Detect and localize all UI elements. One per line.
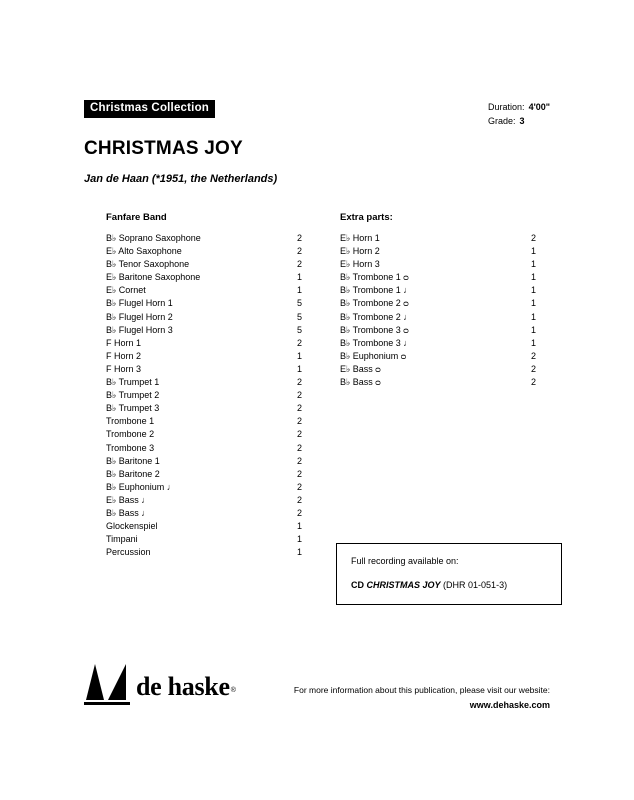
instrument-name: B♭ Trombone 1 ᴑ [340,272,409,283]
instrument-row [106,389,302,402]
instrument-quantity: 1 [530,259,536,270]
instrument-row [340,297,536,310]
instrument-quantity: 2 [296,390,302,401]
footer-note [294,684,550,712]
instrument-row [106,297,302,310]
instrument-quantity: 5 [296,324,302,335]
instrument-name: B♭ Soprano Saxophone [106,233,201,243]
instrument-name: B♭ Baritone 1 [106,455,160,466]
instrument-name: B♭ Baritone 2 [106,468,160,479]
instrument-quantity: 2 [296,246,302,257]
instrument-row [106,507,302,520]
instrument-name: B♭ Bass ♩ [106,507,151,518]
instrument-name: B♭ Trombone 3 ♩ [340,337,413,348]
instrument-name: Glockenspiel [106,521,158,532]
recording-catalog: (DHR 01-051-3) [443,580,508,590]
instrument-row [340,271,536,284]
grade-value: 3 [519,115,525,126]
instrument-quantity: 2 [296,468,302,479]
instrument-name: E♭ Horn 2 [340,246,380,257]
instrument-quantity: 1 [530,311,536,322]
instrument-row [106,376,302,389]
instrument-row [106,271,302,284]
instrument-quantity: 2 [296,403,302,414]
instrument-quantity: 2 [296,429,302,440]
instrument-name: E♭ Baritone Saxophone [106,272,201,283]
instrument-quantity: 2 [296,494,302,505]
instrument-quantity: 1 [530,272,536,283]
recording-format: CD [351,580,364,590]
duration-label: Duration: [488,102,525,112]
instrument-name: B♭ Flugel Horn 1 [106,298,173,309]
instrument-quantity: 2 [296,442,302,453]
duration-line [488,101,550,115]
instrument-row [106,494,302,507]
grade-line [488,115,550,129]
score-meta [488,101,550,128]
instrument-quantity: 2 [296,337,302,348]
instrument-name: B♭ Trombone 2 ᴑ [340,298,409,309]
instrument-quantity: 1 [296,272,302,283]
instrument-quantity: 1 [530,298,536,309]
instrument-row [340,245,536,258]
instrument-quantity: 2 [296,259,302,270]
instrument-quantity: 5 [296,298,302,309]
instrument-name: B♭ Trumpet 1 [106,377,160,388]
instrument-quantity: 1 [296,350,302,361]
de-haske-logo [84,660,235,706]
instrument-row [106,468,302,481]
instrument-row [106,428,302,441]
instrument-quantity: 1 [296,363,302,374]
collection-badge: Christmas Collection [84,100,215,118]
instrument-row [106,363,302,376]
instrument-row [106,442,302,455]
instrument-name: B♭ Bass ᴑ [340,377,381,388]
instrument-quantity: 1 [530,246,536,257]
header [84,100,550,128]
instrument-name: B♭ Trombone 2 ♩ [340,311,413,322]
instrument-row [340,232,536,245]
page-title: CHRISTMAS JOY [84,138,243,159]
extra-parts-list [340,232,536,389]
instrument-name: B♭ Flugel Horn 3 [106,324,173,335]
instrument-name: Percussion [106,547,151,558]
instrument-quantity: 1 [530,285,536,296]
instrument-row [106,258,302,271]
instrument-quantity: 2 [530,363,536,374]
composer-line: Jan de Haan (*1951, the Netherlands) [84,173,278,185]
instrument-name: B♭ Tenor Saxophone [106,259,190,270]
instrument-row [106,284,302,297]
instrument-quantity: 1 [530,324,536,335]
instrument-row [340,376,536,389]
instrument-row [340,363,536,376]
instrument-row [106,402,302,415]
instrument-quantity: 2 [296,377,302,388]
instrument-quantity: 1 [296,285,302,296]
instrument-row [340,258,536,271]
instrument-quantity: 1 [296,534,302,545]
instrument-name: B♭ Trombone 1 ♩ [340,285,413,296]
instrument-row [340,311,536,324]
instrument-quantity: 1 [296,521,302,532]
instrument-name: E♭ Cornet [106,285,146,296]
logo-mark-icon [84,660,130,706]
instrument-name: Trombone 2 [106,429,155,440]
instrument-name: E♭ Alto Saxophone [106,246,182,257]
instrument-row [340,324,536,337]
instrument-quantity: 2 [296,481,302,492]
instrument-name: B♭ Flugel Horn 2 [106,311,173,322]
recording-details [351,580,547,590]
instrument-quantity: 2 [296,455,302,466]
grade-label: Grade: [488,115,516,126]
instrument-name: Trombone 3 [106,442,155,453]
instrument-name: B♭ Trumpet 3 [106,403,160,414]
instrument-row [106,245,302,258]
instrument-name: F Horn 1 [106,337,142,348]
instrument-name: F Horn 2 [106,350,142,361]
instrument-name: B♭ Trumpet 2 [106,390,160,401]
recording-title: Full recording available on: [351,556,459,566]
duration-value: 4'00" [528,102,550,112]
instrument-quantity: 2 [296,507,302,518]
instrument-name: B♭ Euphonium ᴑ [340,350,407,361]
registered-trademark-icon: ® [230,687,236,694]
instrument-quantity: 2 [530,350,536,361]
instrument-row [106,311,302,324]
instrument-row [106,546,302,559]
fanfare-band-heading: Fanfare Band [106,212,167,223]
instrument-row [106,232,302,245]
fanfare-band-list [106,232,302,559]
website-link[interactable]: www.dehaske.com [469,699,550,710]
instrument-row [106,481,302,494]
instrument-name: B♭ Euphonium ♩ [106,481,176,492]
instrument-quantity: 2 [530,377,536,388]
instrument-row [340,337,536,350]
recording-album: CHRISTMAS JOY [366,580,441,590]
logo-wordmark: de haske [136,672,230,701]
instrument-name: F Horn 3 [106,363,142,374]
instrumentation-right [340,212,536,389]
instrument-row [106,337,302,350]
instrument-row [106,455,302,468]
instrument-quantity: 1 [530,337,536,348]
instrument-name: E♭ Horn 3 [340,259,380,270]
instrument-row [340,350,536,363]
instrument-name: E♭ Bass ♩ [106,494,151,505]
instrument-row [106,350,302,363]
instrumentation-left [106,212,302,559]
instrument-row [106,415,302,428]
instrument-quantity: 1 [296,547,302,558]
instrument-name: E♭ Horn 1 [340,233,380,243]
instrument-row [106,533,302,546]
footer [84,660,550,720]
instrument-name: B♭ Trombone 3 ᴑ [340,324,409,335]
instrument-row [106,520,302,533]
instrument-name: E♭ Bass ᴑ [340,363,381,374]
extra-parts-heading: Extra parts: [340,212,393,223]
instrument-quantity: 5 [296,311,302,322]
instrument-row [340,284,536,297]
footer-note-text: For more information about this publication, please visit our website: [293,685,550,695]
instrument-row [106,324,302,337]
instrument-name: Trombone 1 [106,416,155,427]
instrument-quantity: 2 [530,233,536,243]
instrument-quantity: 2 [296,233,302,243]
instrument-name: Timpani [106,534,138,545]
recording-box [336,543,562,605]
instrument-quantity: 2 [296,416,302,427]
